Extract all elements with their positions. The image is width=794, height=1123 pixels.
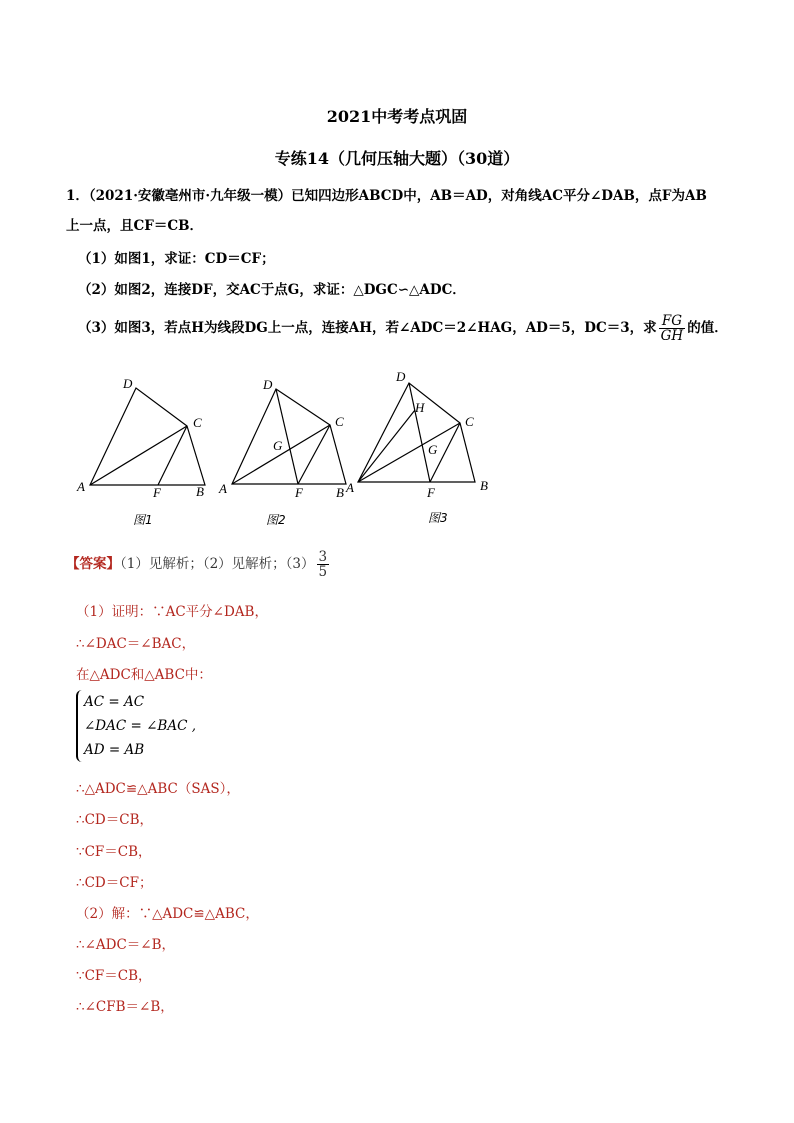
question-3-text: （3）如图3，若点H为线段DG上一点，连接AH，若∠ADC＝2∠HAG，AD＝5，DC＝3，求 <box>78 320 657 337</box>
solution-line-3: 在△ADC和△ABC中： <box>76 667 212 683</box>
fig2-diagonal-ac <box>232 425 330 484</box>
fig3-label-d: D <box>396 369 406 384</box>
fig2-label-b: B <box>336 485 344 500</box>
fraction-fg-gh <box>659 314 686 343</box>
equation-row: AC = AC <box>84 694 145 710</box>
solution-line-11: ∴∠CFB＝∠B， <box>76 999 174 1015</box>
page-subtitle: 专练14（几何压轴大题）（30道） <box>274 149 520 168</box>
fraction-denominator: GH <box>660 328 684 345</box>
solution-line-2: ∴∠DAC＝∠BAC， <box>76 636 196 652</box>
fig2-label-g: G <box>273 438 283 453</box>
solution-line-5: ∴CD＝CB， <box>76 812 153 828</box>
question-3-end: 的值． <box>687 320 728 337</box>
answer-numerator: 3 <box>318 549 328 565</box>
problem-line-2: 上一点，且CF＝CB． <box>66 218 203 234</box>
fig1-label-a: A <box>77 479 85 494</box>
fig3-segment-df <box>409 383 430 482</box>
fig1-label-c: C <box>193 415 202 430</box>
fig2-caption: 图2 <box>266 513 286 527</box>
solution-line-10: ∵CF＝CB， <box>76 968 152 984</box>
solution-line-1: （1）证明：∵AC平分∠DAB， <box>76 604 268 620</box>
fig1-quadrilateral <box>90 388 205 485</box>
fig2-quadrilateral <box>232 389 346 484</box>
fig1-label-d: D <box>123 376 133 391</box>
geometry-figures <box>60 360 500 535</box>
figure-3 <box>358 383 475 482</box>
fig3-caption: 图3 <box>428 511 448 525</box>
fig2-segment-df <box>276 389 298 484</box>
answer-line <box>66 550 331 579</box>
fig2-label-a: A <box>219 481 227 496</box>
fig3-segment-ah <box>358 410 415 482</box>
problem-line-1: 1．（2021·安徽亳州市·九年级一模）已知四边形ABCD中，AB＝AD，对角线AC平分∠DAB，点F为AB <box>66 188 707 204</box>
fraction-numerator: FG <box>659 314 686 329</box>
solution-line-8: （2）解：∵△ADC≌△ABC， <box>76 906 259 922</box>
solution-line-9: ∴∠ADC＝∠B， <box>76 937 176 953</box>
fig3-label-f: F <box>427 485 435 500</box>
solution-line-4: ∴△ADC≌△ABC（SAS）， <box>76 781 240 797</box>
solution-line-7: ∴CD＝CF； <box>76 875 153 891</box>
fig3-label-b: B <box>480 478 488 493</box>
figure-2 <box>232 389 346 484</box>
equation-row: AD = AB <box>84 742 145 758</box>
fig3-quadrilateral <box>358 383 475 482</box>
page-title: 2021中考考点巩固 <box>326 107 468 126</box>
question-2: （2）如图2，连接DF，交AC于点G，求证：△DGC∽△ADC． <box>78 282 466 298</box>
figure-1 <box>90 388 205 485</box>
answer-text: （1）见解析；（2）见解析；（3） <box>120 556 315 573</box>
answer-fraction <box>317 550 330 579</box>
answer-denominator: 5 <box>318 564 328 581</box>
fig2-label-f: F <box>295 485 303 500</box>
fig3-label-g: G <box>428 442 438 457</box>
fig2-label-c: C <box>335 414 344 429</box>
fig1-label-f: F <box>153 485 161 500</box>
fig1-label-b: B <box>196 484 204 499</box>
fig3-label-h: H <box>415 400 425 415</box>
fig2-label-d: D <box>263 377 273 392</box>
answer-tag: 【答案】 <box>66 556 120 573</box>
solution-line-6: ∵CF＝CB， <box>76 844 152 860</box>
fig2-segment-cf <box>298 425 330 484</box>
equation-row: ∠DAC = ∠BAC , <box>84 718 197 734</box>
question-1: （1）如图1，求证：CD＝CF； <box>78 251 275 267</box>
equation-system <box>76 690 196 762</box>
fig1-caption: 图1 <box>133 513 153 527</box>
question-3 <box>78 314 728 343</box>
fig3-label-c: C <box>465 414 474 429</box>
fig3-label-a: A <box>346 480 354 495</box>
